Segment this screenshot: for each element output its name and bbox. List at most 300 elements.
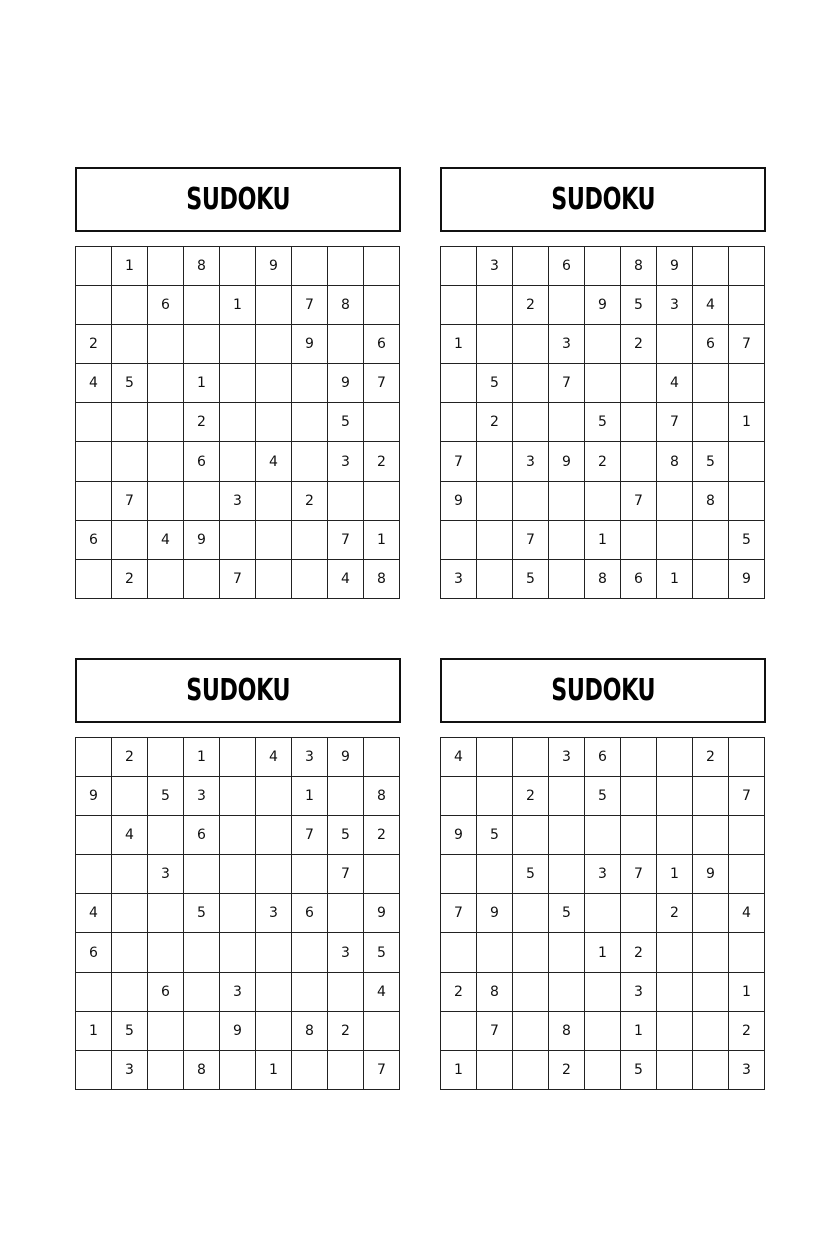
sudoku-cell — [585, 816, 621, 855]
sudoku-cell: 7 — [292, 286, 328, 325]
sudoku-cell — [220, 364, 256, 403]
sudoku-cell — [112, 777, 148, 816]
sudoku-cell — [477, 738, 513, 777]
sudoku-cell — [657, 1012, 693, 1051]
sudoku-cell: 5 — [729, 521, 765, 560]
sudoku-cell — [693, 973, 729, 1012]
sudoku-cell: 9 — [364, 894, 400, 933]
sudoku-cell — [184, 325, 220, 364]
sudoku-cell: 3 — [292, 738, 328, 777]
sudoku-cell: 5 — [693, 442, 729, 481]
sudoku-cell: 3 — [585, 855, 621, 894]
sudoku-cell — [364, 286, 400, 325]
sudoku-cell — [477, 286, 513, 325]
sudoku-cell: 8 — [328, 286, 364, 325]
sudoku-cell — [148, 1051, 184, 1090]
sudoku-cell: 7 — [729, 325, 765, 364]
sudoku-cell — [549, 560, 585, 599]
sudoku-cell: 9 — [693, 855, 729, 894]
sudoku-cell: 8 — [621, 247, 657, 286]
sudoku-cell — [292, 364, 328, 403]
sudoku-cell — [184, 560, 220, 599]
sudoku-cell — [76, 403, 112, 442]
sudoku-cell — [657, 777, 693, 816]
sudoku-cell: 5 — [477, 364, 513, 403]
sudoku-cell — [621, 364, 657, 403]
sudoku-cell — [693, 560, 729, 599]
sudoku-cell: 7 — [729, 777, 765, 816]
sudoku-cell: 7 — [328, 855, 364, 894]
sudoku-cell: 2 — [657, 894, 693, 933]
sudoku-cell: 1 — [585, 521, 621, 560]
sudoku-cell — [693, 1012, 729, 1051]
sudoku-cell — [621, 403, 657, 442]
sudoku-cell — [220, 855, 256, 894]
sudoku-cell: 6 — [148, 286, 184, 325]
sudoku-cell: 4 — [657, 364, 693, 403]
sudoku-cell: 7 — [441, 442, 477, 481]
sudoku-cell — [112, 286, 148, 325]
sudoku-cell — [112, 973, 148, 1012]
sudoku-cell — [693, 364, 729, 403]
sudoku-cell — [292, 973, 328, 1012]
sudoku-cell: 2 — [76, 325, 112, 364]
sudoku-cell — [549, 482, 585, 521]
sudoku-cell — [256, 855, 292, 894]
sudoku-cell — [220, 403, 256, 442]
sudoku-cell — [256, 777, 292, 816]
sudoku-cell — [328, 894, 364, 933]
sudoku-cell: 6 — [184, 816, 220, 855]
sudoku-cell — [184, 855, 220, 894]
sudoku-cell — [513, 403, 549, 442]
sudoku-cell: 3 — [441, 560, 477, 599]
sudoku-cell: 9 — [328, 364, 364, 403]
sudoku-cell — [477, 855, 513, 894]
sudoku-cell — [441, 933, 477, 972]
sudoku-cell — [148, 403, 184, 442]
sudoku-cell: 3 — [184, 777, 220, 816]
sudoku-cell: 8 — [184, 1051, 220, 1090]
sudoku-cell: 6 — [549, 247, 585, 286]
sudoku-cell: 3 — [621, 973, 657, 1012]
sudoku-cell — [657, 738, 693, 777]
sudoku-cell: 6 — [76, 521, 112, 560]
sudoku-cell — [477, 777, 513, 816]
sudoku-cell — [513, 894, 549, 933]
sudoku-cell: 3 — [328, 933, 364, 972]
sudoku-cell — [220, 816, 256, 855]
sudoku-cell: 5 — [148, 777, 184, 816]
sudoku-cell — [148, 482, 184, 521]
sudoku-cell: 7 — [549, 364, 585, 403]
sudoku-cell: 2 — [364, 816, 400, 855]
sudoku-cell: 9 — [585, 286, 621, 325]
sudoku-cell — [729, 738, 765, 777]
sudoku-cell: 6 — [364, 325, 400, 364]
sudoku-cell: 5 — [112, 1012, 148, 1051]
puzzle-title: SUDOKU — [186, 673, 290, 708]
sudoku-cell — [220, 521, 256, 560]
sudoku-cell: 7 — [441, 894, 477, 933]
sudoku-cell: 5 — [364, 933, 400, 972]
sudoku-cell — [76, 855, 112, 894]
sudoku-cell: 6 — [148, 973, 184, 1012]
sudoku-cell — [364, 738, 400, 777]
sudoku-cell — [184, 933, 220, 972]
sudoku-cell — [148, 364, 184, 403]
sudoku-cell: 8 — [549, 1012, 585, 1051]
sudoku-cell — [621, 816, 657, 855]
sudoku-cell — [256, 816, 292, 855]
sudoku-cell: 2 — [112, 738, 148, 777]
sudoku-cell: 7 — [364, 1051, 400, 1090]
sudoku-cell: 3 — [148, 855, 184, 894]
puzzle-title: SUDOKU — [551, 182, 655, 217]
sudoku-cell — [76, 247, 112, 286]
sudoku-cell: 4 — [256, 738, 292, 777]
sudoku-cell: 1 — [441, 325, 477, 364]
sudoku-cell: 2 — [585, 442, 621, 481]
sudoku-cell: 3 — [477, 247, 513, 286]
sudoku-cell — [585, 973, 621, 1012]
sudoku-cell — [693, 1051, 729, 1090]
sudoku-cell: 6 — [76, 933, 112, 972]
sudoku-cell: 8 — [585, 560, 621, 599]
sudoku-cell: 4 — [328, 560, 364, 599]
sudoku-cell: 1 — [256, 1051, 292, 1090]
sudoku-cell: 2 — [621, 933, 657, 972]
sudoku-cell — [477, 442, 513, 481]
sudoku-cell: 2 — [693, 738, 729, 777]
sudoku-cell — [513, 247, 549, 286]
sudoku-cell — [621, 738, 657, 777]
sudoku-grid — [75, 737, 400, 1090]
sudoku-cell: 7 — [513, 521, 549, 560]
sudoku-cell — [693, 816, 729, 855]
sudoku-cell — [513, 738, 549, 777]
sudoku-cell: 2 — [112, 560, 148, 599]
sudoku-cell — [693, 403, 729, 442]
sudoku-cell — [76, 816, 112, 855]
sudoku-cell — [364, 482, 400, 521]
sudoku-cell: 2 — [549, 1051, 585, 1090]
sudoku-cell — [148, 894, 184, 933]
sudoku-cell — [328, 325, 364, 364]
sudoku-cell — [441, 286, 477, 325]
sudoku-cell: 9 — [657, 247, 693, 286]
sudoku-cell: 3 — [549, 738, 585, 777]
sudoku-cell: 7 — [657, 403, 693, 442]
sudoku-cell — [549, 777, 585, 816]
sudoku-cell: 5 — [328, 816, 364, 855]
sudoku-cell — [364, 403, 400, 442]
sudoku-cell — [76, 286, 112, 325]
sudoku-cell: 4 — [364, 973, 400, 1012]
sudoku-cell — [585, 894, 621, 933]
sudoku-grid — [440, 246, 765, 599]
sudoku-cell — [585, 1051, 621, 1090]
sudoku-cell — [148, 738, 184, 777]
sudoku-cell: 2 — [441, 973, 477, 1012]
sudoku-cell — [549, 521, 585, 560]
sudoku-cell: 9 — [292, 325, 328, 364]
sudoku-cell — [693, 894, 729, 933]
sudoku-cell — [256, 482, 292, 521]
sudoku-cell — [328, 1051, 364, 1090]
sudoku-cell: 4 — [729, 894, 765, 933]
sudoku-cell — [585, 482, 621, 521]
sudoku-cell: 9 — [729, 560, 765, 599]
sudoku-cell: 2 — [729, 1012, 765, 1051]
sudoku-cell: 1 — [729, 973, 765, 1012]
sudoku-cell — [513, 933, 549, 972]
sudoku-cell — [657, 816, 693, 855]
sudoku-cell: 4 — [76, 364, 112, 403]
sudoku-cell — [693, 777, 729, 816]
sudoku-cell — [328, 247, 364, 286]
sudoku-cell: 9 — [328, 738, 364, 777]
sudoku-cell — [513, 1012, 549, 1051]
sudoku-cell — [112, 325, 148, 364]
sudoku-cell — [549, 973, 585, 1012]
sudoku-cell: 9 — [549, 442, 585, 481]
sudoku-cell: 1 — [364, 521, 400, 560]
sudoku-cell — [513, 1051, 549, 1090]
sudoku-cell — [693, 933, 729, 972]
sudoku-cell — [657, 482, 693, 521]
sudoku-cell — [148, 1012, 184, 1051]
sudoku-cell — [328, 973, 364, 1012]
sudoku-cell — [184, 286, 220, 325]
sudoku-cell: 7 — [328, 521, 364, 560]
sudoku-cell — [441, 403, 477, 442]
sudoku-cell: 9 — [76, 777, 112, 816]
sudoku-cell — [549, 933, 585, 972]
sudoku-cell — [328, 777, 364, 816]
sudoku-cell: 7 — [621, 482, 657, 521]
sudoku-cell: 4 — [693, 286, 729, 325]
sudoku-cell — [364, 247, 400, 286]
sudoku-cell — [256, 933, 292, 972]
sudoku-cell: 3 — [513, 442, 549, 481]
sudoku-cell — [729, 247, 765, 286]
sudoku-cell — [729, 933, 765, 972]
sudoku-cell: 8 — [657, 442, 693, 481]
sudoku-cell — [693, 521, 729, 560]
sudoku-cell: 5 — [585, 403, 621, 442]
sudoku-cell: 5 — [513, 560, 549, 599]
sudoku-cell — [256, 286, 292, 325]
sudoku-cell: 2 — [292, 482, 328, 521]
sudoku-cell — [292, 1051, 328, 1090]
sudoku-cell: 9 — [184, 521, 220, 560]
sudoku-cell — [657, 933, 693, 972]
sudoku-cell: 5 — [513, 855, 549, 894]
sudoku-cell — [729, 816, 765, 855]
sudoku-cell: 3 — [220, 973, 256, 1012]
sudoku-cell: 8 — [477, 973, 513, 1012]
sudoku-cell — [184, 973, 220, 1012]
sudoku-cell — [621, 521, 657, 560]
sudoku-cell — [148, 442, 184, 481]
sudoku-cell: 4 — [112, 816, 148, 855]
sudoku-cell — [112, 442, 148, 481]
sudoku-cell: 7 — [220, 560, 256, 599]
sudoku-cell: 3 — [657, 286, 693, 325]
sudoku-cell — [657, 521, 693, 560]
sudoku-cell — [76, 560, 112, 599]
puzzle-title-box — [440, 658, 766, 723]
sudoku-cell: 2 — [328, 1012, 364, 1051]
sudoku-cell — [477, 933, 513, 972]
sudoku-cell: 5 — [328, 403, 364, 442]
sudoku-cell — [112, 894, 148, 933]
sudoku-cell: 1 — [112, 247, 148, 286]
sudoku-cell — [292, 442, 328, 481]
sudoku-cell: 1 — [621, 1012, 657, 1051]
sudoku-cell — [256, 325, 292, 364]
sudoku-cell — [256, 560, 292, 599]
sudoku-cell — [477, 325, 513, 364]
sudoku-cell — [256, 973, 292, 1012]
sudoku-cell: 3 — [328, 442, 364, 481]
sudoku-cell: 9 — [441, 816, 477, 855]
sudoku-cell — [148, 933, 184, 972]
sudoku-cell: 5 — [549, 894, 585, 933]
sudoku-cell — [441, 247, 477, 286]
sudoku-cell: 2 — [621, 325, 657, 364]
sudoku-cell — [585, 325, 621, 364]
sudoku-cell — [729, 482, 765, 521]
sudoku-cell: 1 — [76, 1012, 112, 1051]
sudoku-cell — [513, 325, 549, 364]
sudoku-cell: 9 — [256, 247, 292, 286]
sudoku-grid — [75, 246, 400, 599]
sudoku-cell — [292, 403, 328, 442]
sudoku-cell — [477, 560, 513, 599]
puzzle-title-box — [75, 167, 401, 232]
sudoku-cell: 7 — [477, 1012, 513, 1051]
sudoku-cell: 1 — [657, 560, 693, 599]
sudoku-cell — [112, 403, 148, 442]
sudoku-cell: 8 — [364, 560, 400, 599]
sudoku-cell — [657, 973, 693, 1012]
sudoku-cell — [76, 482, 112, 521]
sudoku-cell: 3 — [112, 1051, 148, 1090]
sudoku-cell — [549, 816, 585, 855]
sudoku-cell — [220, 325, 256, 364]
sudoku-cell — [441, 364, 477, 403]
sudoku-cell: 1 — [729, 403, 765, 442]
sudoku-cell — [477, 521, 513, 560]
sudoku-cell — [513, 816, 549, 855]
sudoku-cell — [441, 1012, 477, 1051]
sudoku-cell — [112, 521, 148, 560]
sudoku-cell: 6 — [621, 560, 657, 599]
sudoku-cell — [292, 521, 328, 560]
sudoku-cell — [513, 973, 549, 1012]
sudoku-cell: 5 — [184, 894, 220, 933]
sudoku-cell: 1 — [657, 855, 693, 894]
sudoku-cell — [76, 973, 112, 1012]
sudoku-cell — [621, 777, 657, 816]
sudoku-cell — [657, 325, 693, 364]
sudoku-cell: 1 — [184, 364, 220, 403]
puzzle-title-box — [440, 167, 766, 232]
sudoku-cell — [549, 286, 585, 325]
sudoku-cell — [220, 247, 256, 286]
sudoku-cell — [477, 482, 513, 521]
sudoku-cell — [729, 442, 765, 481]
sudoku-cell — [693, 247, 729, 286]
sudoku-cell — [477, 1051, 513, 1090]
sudoku-cell: 2 — [364, 442, 400, 481]
sudoku-cell — [112, 855, 148, 894]
sudoku-cell — [148, 325, 184, 364]
sudoku-cell: 1 — [292, 777, 328, 816]
sudoku-cell: 2 — [184, 403, 220, 442]
sudoku-cell: 2 — [477, 403, 513, 442]
sudoku-cell — [256, 403, 292, 442]
sudoku-cell: 9 — [220, 1012, 256, 1051]
sudoku-cell — [585, 247, 621, 286]
sudoku-cell: 4 — [441, 738, 477, 777]
sudoku-cell: 3 — [549, 325, 585, 364]
sudoku-cell: 4 — [76, 894, 112, 933]
sudoku-cell: 5 — [477, 816, 513, 855]
sudoku-cell: 6 — [585, 738, 621, 777]
sudoku-cell — [441, 777, 477, 816]
sudoku-cell — [513, 364, 549, 403]
sudoku-cell — [364, 855, 400, 894]
puzzle-title-box — [75, 658, 401, 723]
sudoku-cell — [729, 286, 765, 325]
sudoku-cell — [220, 894, 256, 933]
sudoku-cell: 6 — [292, 894, 328, 933]
sudoku-cell — [549, 403, 585, 442]
sudoku-cell: 7 — [292, 816, 328, 855]
sudoku-cell — [148, 816, 184, 855]
sudoku-cell — [441, 521, 477, 560]
sudoku-cell: 1 — [441, 1051, 477, 1090]
sudoku-cell — [364, 1012, 400, 1051]
sudoku-cell — [184, 1012, 220, 1051]
sudoku-cell — [148, 560, 184, 599]
sudoku-cell — [220, 442, 256, 481]
sudoku-cell — [76, 442, 112, 481]
sudoku-cell: 1 — [184, 738, 220, 777]
sudoku-cell — [513, 482, 549, 521]
sudoku-cell: 1 — [220, 286, 256, 325]
sudoku-cell: 6 — [693, 325, 729, 364]
sudoku-cell: 9 — [477, 894, 513, 933]
sudoku-cell — [292, 855, 328, 894]
sudoku-cell: 8 — [292, 1012, 328, 1051]
sudoku-cell: 9 — [441, 482, 477, 521]
sudoku-cell: 4 — [148, 521, 184, 560]
sudoku-cell: 7 — [112, 482, 148, 521]
sudoku-cell: 1 — [585, 933, 621, 972]
sudoku-cell: 6 — [184, 442, 220, 481]
sudoku-cell: 4 — [256, 442, 292, 481]
sudoku-cell — [292, 247, 328, 286]
sudoku-cell — [328, 482, 364, 521]
sudoku-cell — [621, 442, 657, 481]
sudoku-cell: 8 — [364, 777, 400, 816]
sudoku-cell — [220, 933, 256, 972]
sudoku-cell — [585, 364, 621, 403]
